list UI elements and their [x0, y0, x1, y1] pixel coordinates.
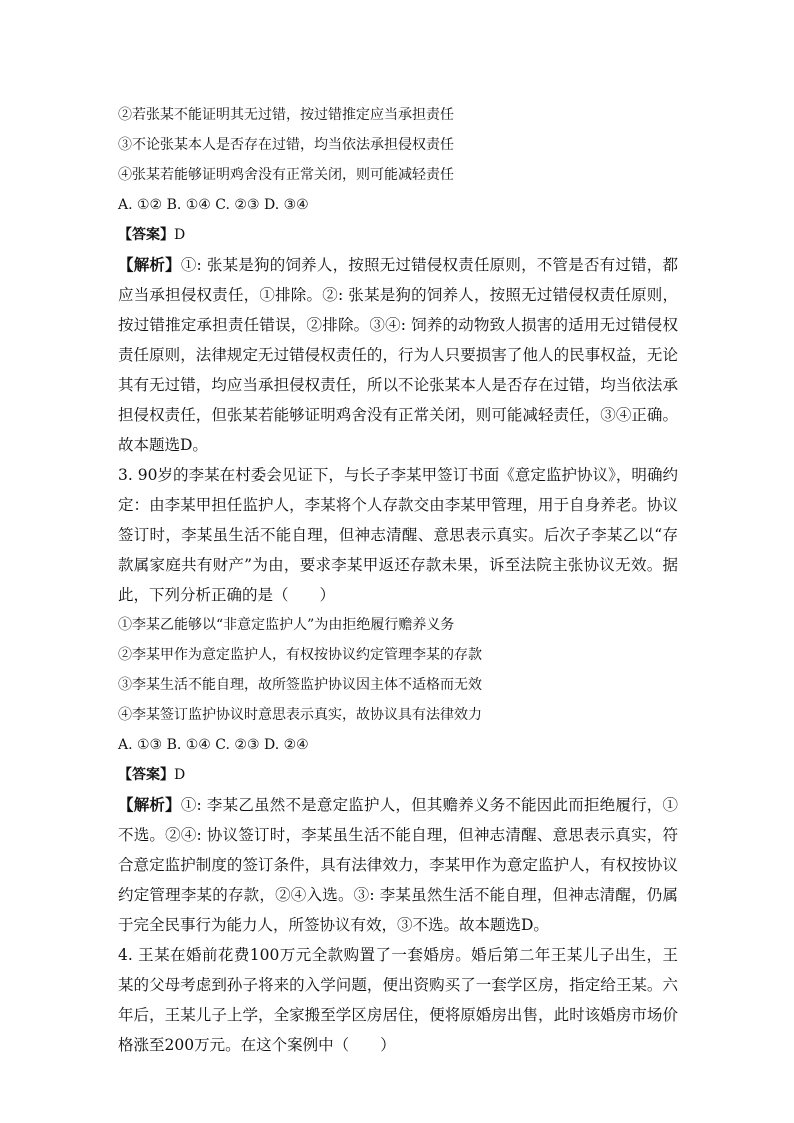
- question-2-choices: A. ①② B. ①④ C. ②③ D. ③④: [118, 197, 309, 213]
- question-3-option-1: ①李某乙能够以“非意定监护人”为由拒绝履行赡养义务: [118, 617, 455, 633]
- question-2-answer: [118, 220, 678, 250]
- answer-value: D: [174, 227, 186, 243]
- question-3-choices: A. ①③ B. ①④ C. ②③ D. ②④: [118, 737, 309, 753]
- question-2-analysis: [118, 250, 678, 460]
- analysis-tag: 【解析】: [118, 795, 181, 814]
- question-4-section: [118, 940, 678, 1060]
- question-2-option-3: ③不论张某本人是否存在过错，均当依法承担侵权责任: [118, 137, 454, 153]
- question-2-section: [118, 100, 678, 460]
- answer-value: D: [174, 767, 186, 783]
- question-3-answer: [118, 760, 678, 790]
- question-3-option-2: ②李某甲作为意定监护人，有权按协议约定管理李某的存款: [118, 647, 482, 663]
- question-3-option-3: ③李某生活不能自理，故所签监护协议因主体不适格而无效: [118, 677, 482, 693]
- question-3-option-4: ④李某签订监护协议时意思表示真实，故协议具有法律效力: [118, 707, 482, 723]
- analysis-tag: 【解析】: [118, 255, 181, 274]
- question-2-option-2: ②若张某不能证明其无过错，按过错推定应当承担责任: [118, 107, 454, 123]
- question-3-section: [118, 460, 678, 940]
- question-4-title: 4. 王某在婚前花费100万元全款购置了一套婚房。婚后第二年王某儿子出生，王某的父母考虑到孙子将来的入学问题，便出资购买了一套学区房，指定给王某。六年后，王某儿子上学，全家搬至学区房居住，便将原婚房出售，此时该婚房市场价格涨至200万元。在这个案例中（ ）: [118, 946, 678, 1054]
- answer-tag: 【答案】: [118, 227, 174, 243]
- analysis-text: ①: 张某是狗的饲养人，按照无过错侵权责任原则，不管是否有过错，都应当承担侵权责任，①排除。②: 张某是狗的饲养人，按照无过错侵权责任原则，按过错推定承担责任错误，②排除。③④: 饲养的动物致人损害的适用无过错侵权责任原则，法律规定无过错侵权责任的，行为人只要损害了他人的民事权益，无论其有无过错，均应当承担侵权责任，所以不论张某本人是否存在过错，均当依法承担侵权责任，但张某若能够证明鸡舍没有正常关闭，则可能减轻责任，③④正确。故本题选D。: [118, 256, 678, 454]
- document-content: [118, 100, 678, 1060]
- answer-tag: 【答案】: [118, 767, 174, 783]
- question-2-option-4: ④张某若能够证明鸡舍没有正常关闭，则可能减轻责任: [118, 167, 454, 183]
- question-3-title: 3. 90岁的李某在村委会见证下，与长子李某甲签订书面《意定监护协议》，明确约定：由李某甲担任监护人，李某将个人存款交由李某甲管理，用于自身养老。协议签订时，李某虽生活不能自理，但神志清醒、意思表示真实。后次子李某乙以“存款属家庭共有财产”为由，要求李某甲返还存款未果，诉至法院主张协议无效。据此，下列分析正确的是（ ）: [118, 466, 678, 604]
- analysis-text: ①: 李某乙虽然不是意定监护人，但其赡养义务不能因此而拒绝履行，①不选。②④: 协议签订时，李某虽生活不能自理，但神志清醒、意思表示真实，符合意定监护制度的签订条件，具有法律效力，李某甲作为意定监护人，有权按协议约定管理李某的存款，②④入选。③: 李某虽然生活不能自理，但神志清醒，仍属于完全民事行为能力人，所签协议有效，③不选。故本题选D。: [118, 796, 678, 934]
- question-3-analysis: [118, 790, 678, 940]
